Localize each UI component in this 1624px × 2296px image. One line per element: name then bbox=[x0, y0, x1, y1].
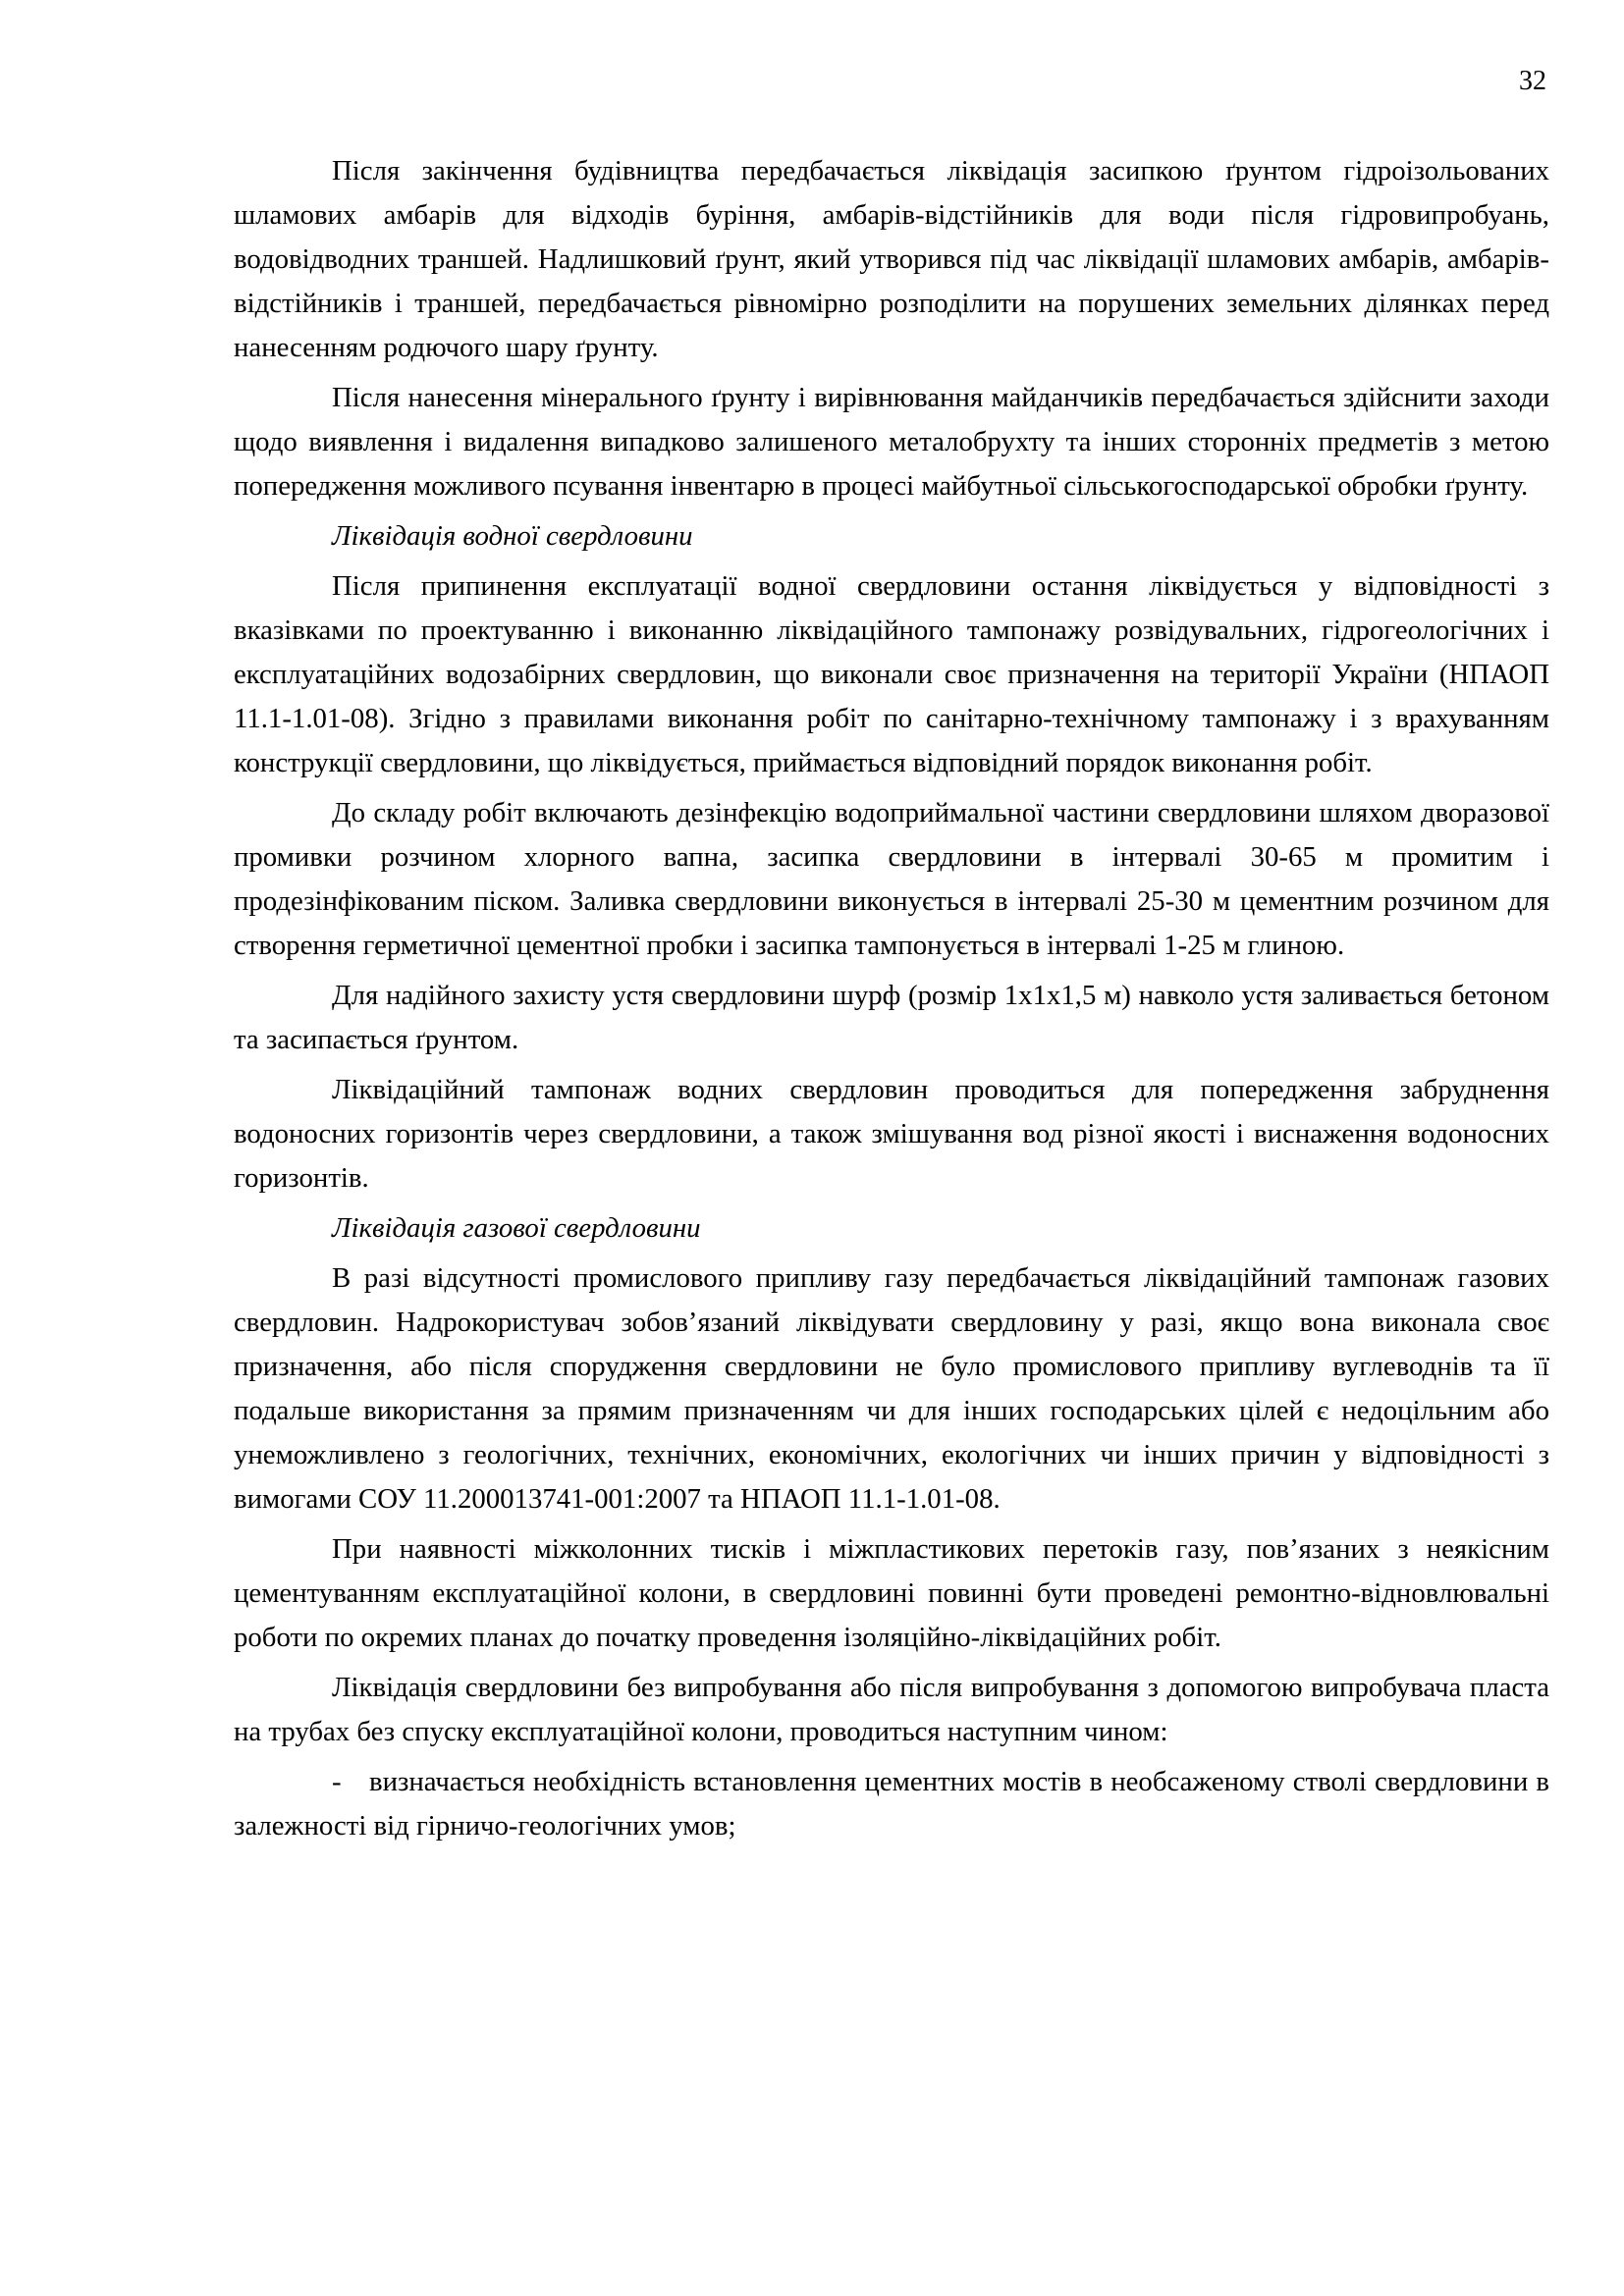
paragraph-4: До складу робіт включають дезінфекцію водоприймальної частини свердловини шляхом дворазової промивки розчином хлорного вапна, засипка свердловини в інтервалі 30-65 м промитим і продезінфікованим піском. Заливка свердловини виконується в інтервалі 25-30 м цементним розчином для створення герметичної цементної пробки і засипка тампонується в інтервалі 1-25 м глиною. bbox=[234, 797, 1549, 961]
paragraph-7: В разі відсутності промислового припливу газу передбачається ліквідаційний тампонаж газових свердловин. Надрокористувач зобов’язаний ліквідувати свердловину у разі, якщо вона виконала своє призначення, або після спорудження свердловини не було промислового припливу вуглеводнів та її подальше використання за прямим призначенням чи для інших господарських цілей є недоцільним або унеможливлено з геологічних, технічних, економічних, екологічних чи інших причин у відповідності з вимогами СОУ 11.200013741-001:2007 та НПАОП 11.1-1.01-08. bbox=[234, 1262, 1549, 1515]
page-number: 32 bbox=[1519, 66, 1546, 96]
paragraph-1: Після закінчення будівництва передбачається ліквідація засипкою ґрунтом гідроізольованих шламових амбарів для відходів буріння, амбарів-відстійників для води після гідровипробуань, водовідводних траншей. Надлишковий ґрунт, який утворився під час ліквідації шламових амбарів, амбарів-відстійників і траншей, передбачається рівномірно розподілити на порушених земельних ділянках перед нанесенням родючого шару ґрунту. bbox=[234, 155, 1549, 363]
paragraph-8: При наявності міжколонних тисків і міжпластикових перетоків газу, пов’язаних з неякісним цементуванням експлуатаційної колони, в свердловині повинні бути проведені ремонтно-відновлювальні роботи по окремих планах до початку проведення ізоляційно-ліквідаційних робіт. bbox=[234, 1533, 1549, 1653]
section-heading-gas-well: Ліквідація газової свердловини bbox=[332, 1212, 701, 1244]
list-item bbox=[234, 1760, 1549, 1848]
paragraph-2: Після нанесення мінерального ґрунту і вирівнювання майданчиків передбачається здійснити заходи щодо виявлення і видалення випадково залишеного металобрухту та інших сторонніх предметів з метою попередження можливого псування інвентарю в процесі майбутньої сільськогосподарської обробки ґрунту. bbox=[234, 382, 1549, 502]
page-body bbox=[234, 149, 1549, 1854]
list-item-text: визначається необхідність встановлення цементних мостів в необсаженому стволі свердловини в залежності від гірничо-геологічних умов; bbox=[234, 1766, 1549, 1842]
paragraph-6: Ліквідаційний тампонаж водних свердловин проводиться для попередження забруднення водоносних горизонтів через свердловини, а також змішування вод різної якості і виснаження водоносних горизонтів. bbox=[234, 1074, 1549, 1194]
paragraph-5: Для надійного захисту устя свердловини шурф (розмір 1х1х1,5 м) навколо устя заливається бетоном та засипається ґрунтом. bbox=[234, 980, 1549, 1055]
paragraph-9: Ліквідація свердловини без випробування або після випробування з допомогою випробувача пласта на трубах без спуску експлуатаційної колони, проводиться наступним чином: bbox=[234, 1672, 1549, 1747]
list-dash: - bbox=[332, 1766, 342, 1797]
section-heading-water-well: Ліквідація водної свердловини bbox=[332, 520, 693, 552]
paragraph-3: Після припинення експлуатації водної свердловини остання ліквідується у відповідності з вказівками по проектуванню і виконанню ліквідаційного тампонажу розвідувальних, гідрогеологічних і експлуатаційних водозабірних свердловин, що виконали своє призначення на території України (НПАОП 11.1-1.01-08). Згідно з правилами виконання робіт по санітарно-технічному тампонажу і з врахуванням конструкції свердловини, що ліквідується, приймається відповідний порядок виконання робіт. bbox=[234, 570, 1549, 778]
